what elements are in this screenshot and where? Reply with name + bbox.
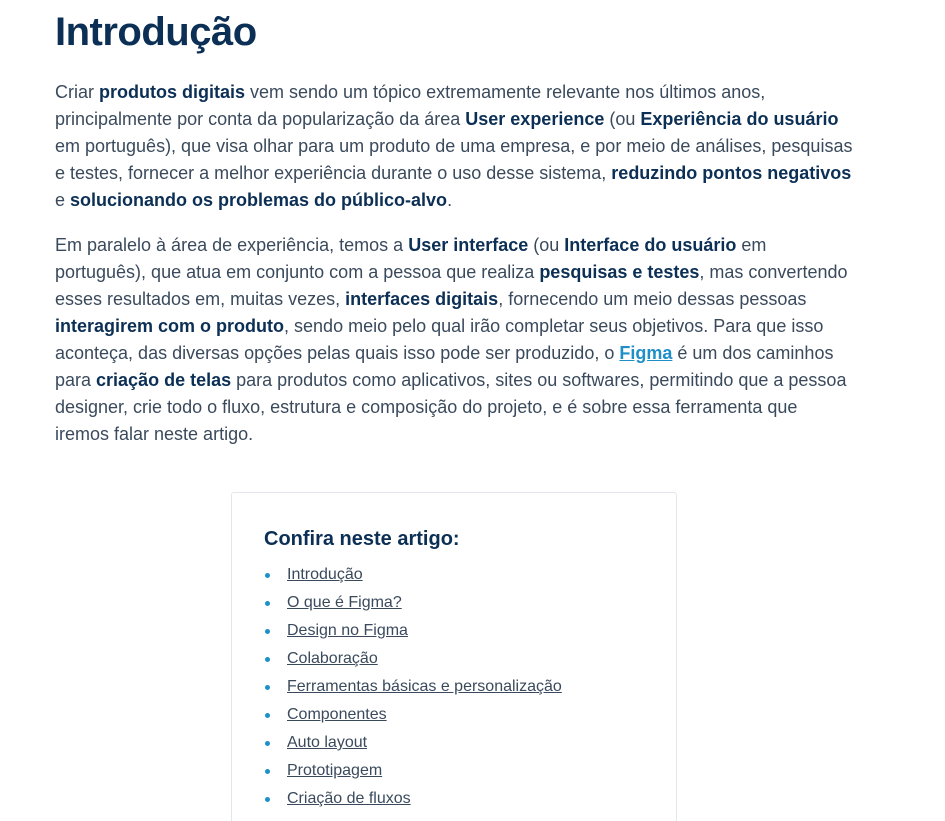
list-item: [264, 673, 562, 701]
list-item: [264, 785, 562, 813]
toc-link-auto-layout[interactable]: Auto layout: [287, 734, 368, 751]
toc-link-ferramentas-basicas[interactable]: Ferramentas básicas e personalização: [287, 678, 562, 695]
list-item: [264, 701, 562, 729]
toc-link-introducao[interactable]: Introdução: [287, 566, 363, 583]
text-run: .: [447, 190, 453, 210]
figma-link[interactable]: Figma: [619, 343, 673, 363]
bold-reduzindo-pontos-negativos: reduzindo pontos negativos: [611, 163, 852, 183]
bold-interagirem-com-o-produto: interagirem com o produto: [55, 316, 285, 336]
bold-interface-do-usuario: Interface do usuário: [564, 235, 737, 255]
list-item: [264, 589, 562, 617]
text-run: Criar: [55, 82, 99, 102]
bold-experiencia-do-usuario: Experiência do usuário: [640, 109, 839, 129]
bullet-icon: [265, 573, 270, 578]
toc-list: [264, 561, 562, 813]
text-run: em português), que visa olhar para um produto de uma empresa, e por meio de análises, pesquisas e testes, fornecer a melhor experiência durante o uso desse sistema,: [55, 136, 853, 183]
article-content: [55, 0, 855, 448]
bold-produtos-digitais: produtos digitais: [99, 82, 245, 102]
bold-pesquisas-e-testes: pesquisas e testes: [539, 262, 700, 282]
bold-solucionando-problemas: solucionando os problemas do público-alvo: [70, 190, 448, 210]
intro-paragraph-1: [55, 79, 855, 214]
toc-link-criacao-de-fluxos[interactable]: Criação de fluxos: [287, 790, 411, 807]
text-run: para produtos como aplicativos, sites ou softwares, permitindo que a pessoa designer, crie todo o fluxo, estrutura e composição do projeto, e é sobre essa ferramenta que iremos falar neste artigo.: [55, 370, 847, 444]
bullet-icon: [265, 797, 270, 802]
bold-criacao-de-telas: criação de telas: [96, 370, 232, 390]
bullet-icon: [265, 741, 270, 746]
bullet-icon: [265, 629, 270, 634]
bold-user-interface: User interface: [408, 235, 529, 255]
bullet-icon: [265, 713, 270, 718]
text-run: , mas convertendo esses resultados em, muitas vezes,: [55, 262, 848, 309]
text-run: e: [55, 190, 71, 210]
toc-link-colaboracao[interactable]: Colaboração: [287, 650, 378, 667]
table-of-contents: [231, 492, 677, 821]
text-run: em português), que atua em conjunto com a pessoa que realiza: [55, 235, 767, 282]
text-run: (ou: [604, 109, 641, 129]
bold-user-experience: User experience: [465, 109, 605, 129]
intro-paragraph-2: [55, 232, 855, 448]
list-item: [264, 757, 562, 785]
toc-link-componentes[interactable]: Componentes: [287, 706, 387, 723]
bullet-icon: [265, 657, 270, 662]
list-item: [264, 617, 562, 645]
text-run: Em paralelo à área de experiência, temos a: [55, 235, 409, 255]
toc-title: Confira neste artigo:: [264, 528, 460, 550]
list-item: [264, 729, 562, 757]
bold-interfaces-digitais: interfaces digitais: [345, 289, 499, 309]
bullet-icon: [265, 769, 270, 774]
toc-link-prototipagem[interactable]: Prototipagem: [287, 762, 383, 779]
toc-link-o-que-e-figma[interactable]: O que é Figma?: [287, 594, 402, 611]
page-title: Introdução: [55, 10, 257, 54]
text-run: vem sendo um tópico extremamente relevante nos últimos anos, principalmente por conta da popularização da área: [55, 82, 766, 129]
toc-link-design-no-figma[interactable]: Design no Figma: [287, 622, 408, 639]
text-run: , fornecendo um meio dessas pessoas: [498, 289, 807, 309]
bullet-icon: [265, 685, 270, 690]
text-run: (ou: [528, 235, 565, 255]
list-item: [264, 561, 562, 589]
text-run: é um dos caminhos para: [55, 343, 834, 390]
text-run: , sendo meio pelo qual irão completar seus objetivos. Para que isso aconteça, das diversas opções pelas quais isso pode ser produzido, o: [55, 316, 824, 363]
bullet-icon: [265, 601, 270, 606]
list-item: [264, 645, 562, 673]
